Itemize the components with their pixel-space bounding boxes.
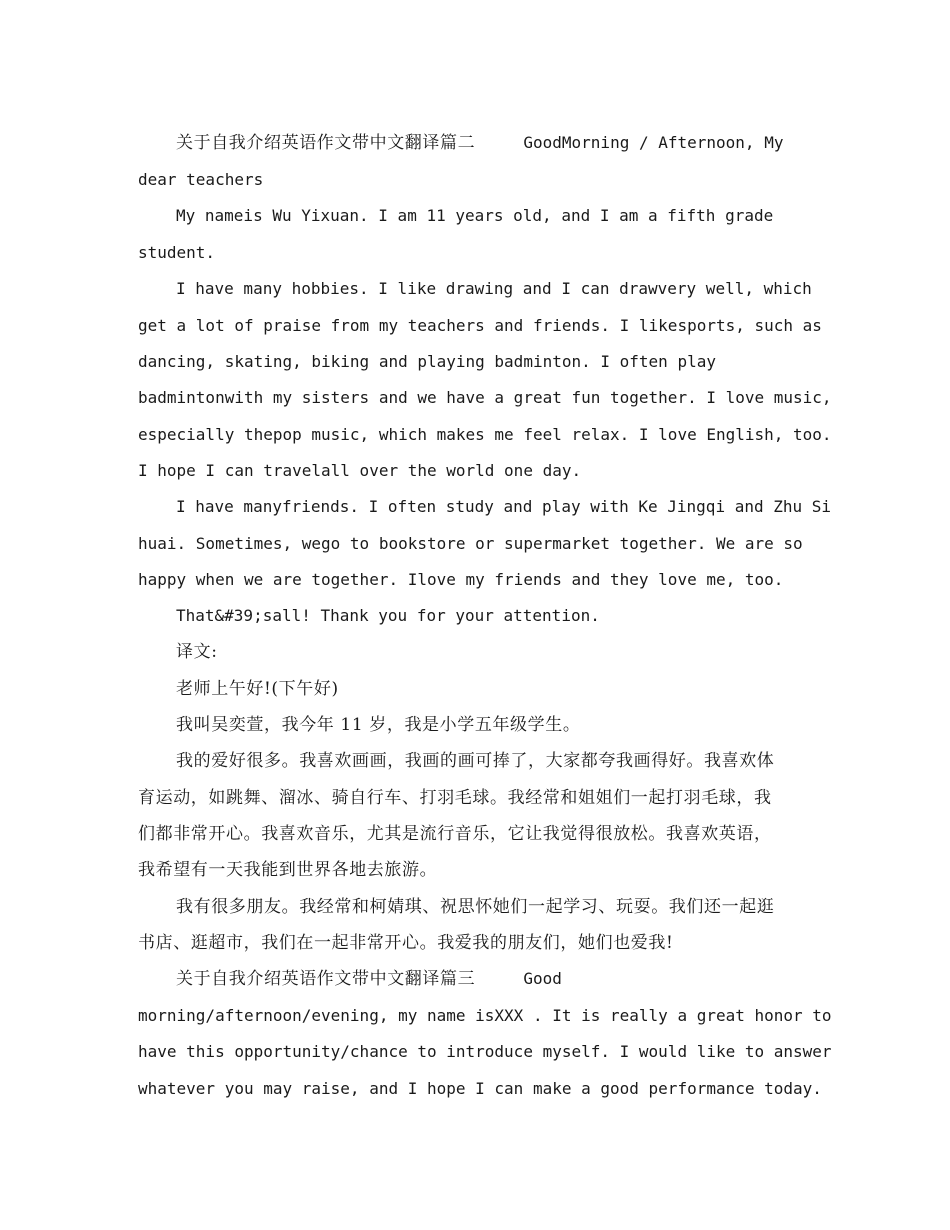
text-line: 我希望有一天我能到世界各地去旅游。 [138,860,438,880]
text-line: I hope I can travelall over the world one day. [138,461,582,480]
text-line: morning/afternoon/evening, my name isXXX . It is really a great honor to [138,1006,832,1025]
section-heading-3 [176,967,562,991]
paragraph-line: That&#39;sall! Thank you for your attention. [176,606,600,625]
greeting-text: Good [475,969,562,988]
paragraph-line: 老师上午好!(下午好) [176,679,339,699]
text-line: dear teachers [138,170,264,189]
text-line: whatever you may raise, and I hope I can make a good performance today. [138,1079,822,1098]
paragraph-line: 我叫吴奕萱，我今年 11 岁，我是小学五年级学生。 [176,715,581,735]
text-line: have this opportunity/chance to introduce myself. I would like to answer [138,1042,832,1061]
paragraph-line: My nameis Wu Yixuan. I am 11 years old, and I am a fifth grade [176,206,774,225]
text-line: get a lot of praise from my teachers and friends. I likesports, such as [138,316,822,335]
text-line: 们都非常开心。我喜欢音乐，尤其是流行音乐，它让我觉得很放松。我喜欢英语， [138,824,772,844]
section-heading-2 [176,131,783,155]
text-line: especially thepop music, which makes me feel relax. I love English, too. [138,425,832,444]
paragraph-line: 我有很多朋友。我经常和柯婧琪、祝思怀她们一起学习、玩耍。我们还一起逛 [176,897,775,917]
text-line: 书店、逛超市，我们在一起非常开心。我爱我的朋友们，她们也爱我! [138,933,674,953]
text-line: badmintonwith my sisters and we have a great fun together. I love music, [138,388,832,407]
text-line: happy when we are together. Ilove my friends and they love me, too. [138,570,784,589]
text-line: dancing, skating, biking and playing badminton. I often play [138,352,716,371]
section-title-cn: 关于自我介绍英语作文带中文翻译篇三 [176,969,476,989]
text-line: 育运动，如跳舞、溜冰、骑自行车、打羽毛球。我经常和姐姐们一起打羽毛球，我 [138,788,772,808]
greeting-text: GoodMorning / Afternoon, My [475,133,784,152]
paragraph-line: I have manyfriends. I often study and play with Ke Jingqi and Zhu Si [176,497,832,516]
section-title-cn: 关于自我介绍英语作文带中文翻译篇二 [176,133,476,153]
translation-label: 译文: [176,642,218,662]
text-line: student. [138,243,216,262]
paragraph-line: I have many hobbies. I like drawing and I can drawvery well, which [176,279,812,298]
paragraph-line: 我的爱好很多。我喜欢画画，我画的画可捧了，大家都夸我画得好。我喜欢体 [176,751,775,771]
text-line: huai. Sometimes, wego to bookstore or supermarket together. We are so [138,534,803,553]
